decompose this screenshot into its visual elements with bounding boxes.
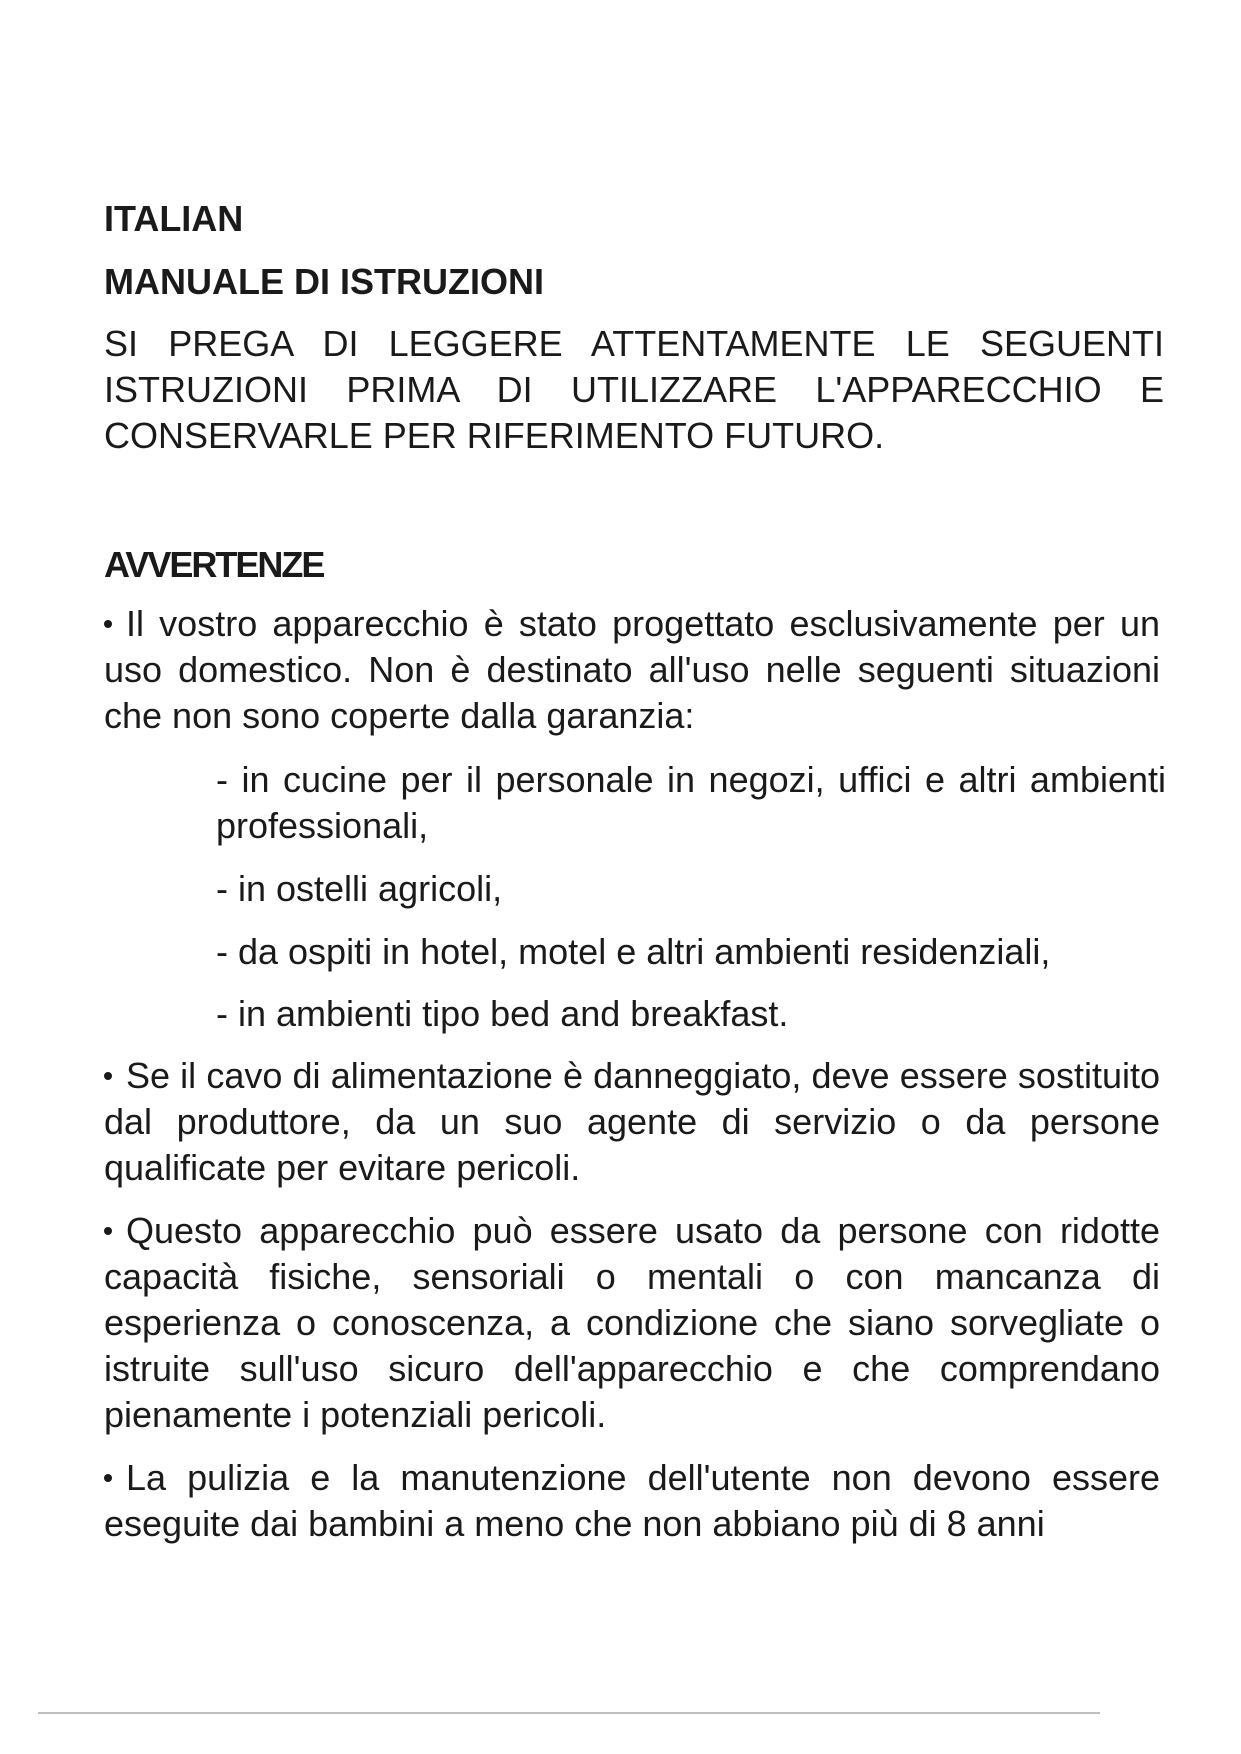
manual-title: MANUALE DI ISTRUZIONI (104, 261, 544, 302)
intro-notice: SI PREGA DI LEGGERE ATTENTAMENTE LE SEGUENTI ISTRUZIONI PRIMA DI UTILIZZARE L'APPARECCHIO E CONSERVARLE PER RIFERIMENTO FUTURO. (104, 323, 1164, 456)
warning-bullet-2 (104, 1053, 1160, 1191)
warning-text-3: Questo apparecchio può essere usato da persone con ridotte capacità fisiche, sensoriali o mentali o con mancanza di esperienza o conoscenza, a condizione che siano sorvegliate o istruite sull'uso sicuro dell'apparecchio e che comprendano pienamente i potenziali pericoli. (104, 1210, 1160, 1435)
warning-text-2: Se il cavo di alimentazione è danneggiato, deve essere sostituito dal produttore, da un suo agente di servizio o da persone qualificate per evitare pericoli. (104, 1055, 1160, 1188)
warning-bullet-3 (104, 1208, 1160, 1438)
warning-text-4: La pulizia e la manutenzione dell'utente non devono essere eseguite dai bambini a meno che non abbiano più di 8 anni (104, 1457, 1160, 1544)
bullet-dot-icon (104, 1227, 112, 1235)
bullet-dot-icon (104, 620, 112, 628)
warning-bullet-4 (104, 1455, 1160, 1547)
sub-item-3: - da ospiti in hotel, motel e altri ambienti residenziali, (216, 931, 1051, 972)
sub-item-1: - in cucine per il personale in negozi, uffici e altri ambienti professionali, (216, 759, 1166, 846)
footer-divider (38, 1712, 1100, 1714)
warning-text-1: Il vostro apparecchio è stato progettato esclusivamente per un uso domestico. Non è destinato all'uso nelle seguenti situazioni che non sono coperte dalla garanzia: (104, 603, 1160, 736)
bullet-dot-icon (104, 1474, 112, 1482)
sub-item-2: - in ostelli agricoli, (216, 868, 503, 909)
warning-bullet-1 (104, 601, 1160, 739)
sub-item-4: - in ambienti tipo bed and breakfast. (216, 993, 789, 1034)
bullet-dot-icon (104, 1072, 112, 1080)
warnings-title: AVVERTENZE (104, 544, 324, 585)
language-heading: ITALIAN (104, 198, 244, 239)
